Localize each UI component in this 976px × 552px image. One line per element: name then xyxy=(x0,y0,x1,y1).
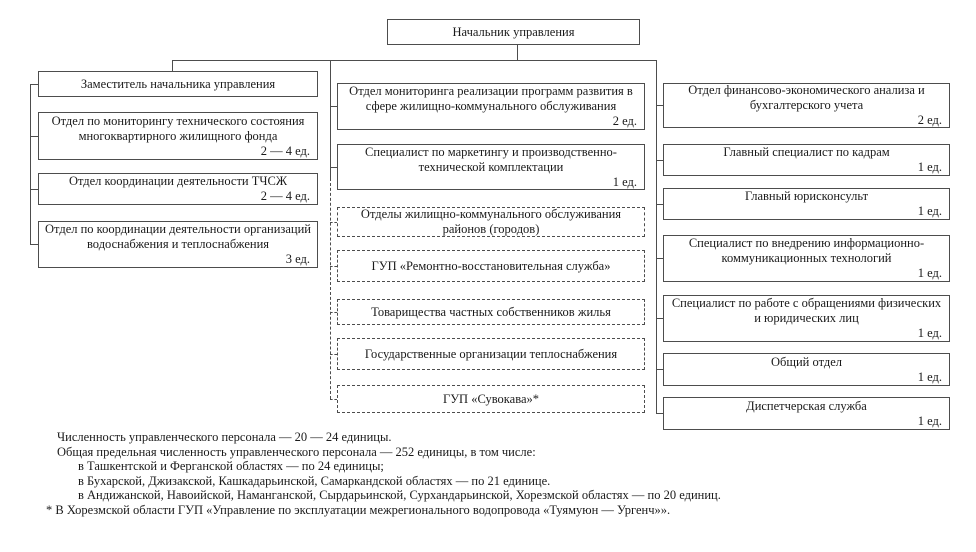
box-label: Товарищества частных собственников жилья xyxy=(371,304,611,319)
staff-count: 1 ед. xyxy=(917,266,942,280)
connector-left-drop xyxy=(172,60,173,71)
box-general-department xyxy=(663,353,950,386)
staff-count: 2 ед. xyxy=(917,113,942,127)
box-label: Отдел по мониторингу технического состояния многоквартирного жилищного фонда xyxy=(51,113,305,143)
box-label: Главный юрисконсульт xyxy=(744,189,869,203)
box-deputy-head xyxy=(38,71,318,97)
box-finance-accounting xyxy=(663,83,950,128)
box-chief-legal-counsel xyxy=(663,188,950,220)
box-label: Государственные организации теплоснабжения xyxy=(364,346,618,361)
box-program-monitoring xyxy=(337,83,645,130)
note-region-21: в Бухарской, Джизакской, Кашкадарьинской, Самаркандской областях — по 21 единице. xyxy=(78,474,551,488)
connector-stub-left-2 xyxy=(30,136,38,137)
box-label: ГУП «Сувокава»* xyxy=(442,391,540,406)
note-khorezm-asterisk: * В Хорезмской области ГУП «Управление по эксплуатации межрегионального водопровода «Туямуюн — Ургенч»». xyxy=(46,503,671,517)
box-label: Отделы жилищно-коммунального обслуживания районов (городов) xyxy=(360,207,622,236)
connector-stub-right-7 xyxy=(656,413,663,414)
box-gup-suvokava xyxy=(337,385,645,413)
box-water-heat-coordination xyxy=(38,221,318,268)
connector-root-drop xyxy=(517,45,518,60)
box-label: Общий отдел xyxy=(770,354,843,369)
box-dispatch-service xyxy=(663,397,950,430)
staff-count: 1 ед. xyxy=(917,326,942,340)
connector-right-spine xyxy=(656,60,657,414)
note-staff-total: Численность управленческого персонала — 20 — 24 единицы. xyxy=(57,430,392,444)
box-label: Специалист по внедрению информационно-коммуникационных технологий xyxy=(688,236,925,265)
staff-count: 1 ед. xyxy=(612,174,637,189)
box-label: Отдел мониторинга реализации программ развития в сфере жилищно-коммунального обслуживания xyxy=(349,84,633,113)
box-tchsj-coordination xyxy=(38,173,318,205)
staff-count: 1 ед. xyxy=(917,204,942,218)
connector-stub-middle-5 xyxy=(330,312,337,313)
connector-stub-right-1 xyxy=(656,105,663,106)
box-state-heat-organizations xyxy=(337,338,645,370)
staff-count: 1 ед. xyxy=(917,369,942,384)
staff-count: 3 ед. xyxy=(285,252,310,266)
staff-count: 1 ед. xyxy=(917,160,942,174)
box-marketing-specialist xyxy=(337,144,645,190)
box-hr-specialist xyxy=(663,144,950,176)
staff-count: 2 — 4 ед. xyxy=(260,143,310,158)
connector-stub-middle-7 xyxy=(330,399,337,400)
connector-stub-right-6 xyxy=(656,369,663,370)
connector-stub-left-3 xyxy=(30,189,38,190)
box-gup-repair-service xyxy=(337,250,645,282)
connector-middle-spine-dashed xyxy=(330,178,331,399)
box-label: Диспетчерская служба xyxy=(746,398,867,413)
note-region-20: в Андижанской, Навоийской, Наманганской, Сырдарьинской, Сурхандарьинской, Хорезмской областях — по 20 единиц. xyxy=(78,488,721,502)
staff-count: 1 ед. xyxy=(917,413,942,428)
connector-stub-right-4 xyxy=(656,258,663,259)
box-label: Начальник управления xyxy=(452,24,575,39)
connector-bus xyxy=(172,60,657,61)
connector-stub-right-3 xyxy=(656,204,663,205)
box-district-utility-departments xyxy=(337,207,645,237)
staff-count: 2 — 4 ед. xyxy=(260,189,310,203)
box-monitoring-housing-stock xyxy=(38,112,318,160)
connector-stub-right-2 xyxy=(656,160,663,161)
connector-stub-right-5 xyxy=(656,318,663,319)
box-label: ГУП «Ремонтно-восстановительная служба» xyxy=(371,258,611,273)
connector-stub-middle-6 xyxy=(330,354,337,355)
box-label: Специалист по маркетингу и производственно-технической комплектации xyxy=(365,144,617,174)
box-label: Отдел по координации деятельности организаций водоснабжения и теплоснабжения xyxy=(45,222,311,251)
connector-left-spine xyxy=(30,84,31,245)
box-homeowner-associations xyxy=(337,299,645,325)
note-region-24: в Ташкентской и Ферганской областях — по 24 единицы; xyxy=(78,459,384,473)
box-label: Отдел финансово-экономического анализа и бухгалтерского учета xyxy=(688,83,925,112)
note-staff-limit: Общая предельная численность управленческого персонала — 252 единицы, в том числе: xyxy=(57,445,536,459)
connector-stub-middle-1 xyxy=(330,106,337,107)
connector-stub-middle-3 xyxy=(330,222,337,223)
staff-count: 2 ед. xyxy=(612,114,637,128)
connector-stub-left-1 xyxy=(30,84,38,85)
box-label: Отдел координации деятельности ТЧСЖ xyxy=(68,174,288,188)
connector-stub-middle-4 xyxy=(330,266,337,267)
box-label: Специалист по работе с обращениями физических и юридических лиц xyxy=(671,296,942,325)
connector-middle-spine-solid xyxy=(330,60,331,178)
connector-stub-left-4 xyxy=(30,244,38,245)
box-head-of-department xyxy=(387,19,640,45)
box-ict-specialist xyxy=(663,235,950,282)
box-label: Заместитель начальника управления xyxy=(80,76,276,91)
box-label: Главный специалист по кадрам xyxy=(723,145,890,159)
box-appeals-specialist xyxy=(663,295,950,342)
connector-stub-middle-2 xyxy=(330,167,337,168)
